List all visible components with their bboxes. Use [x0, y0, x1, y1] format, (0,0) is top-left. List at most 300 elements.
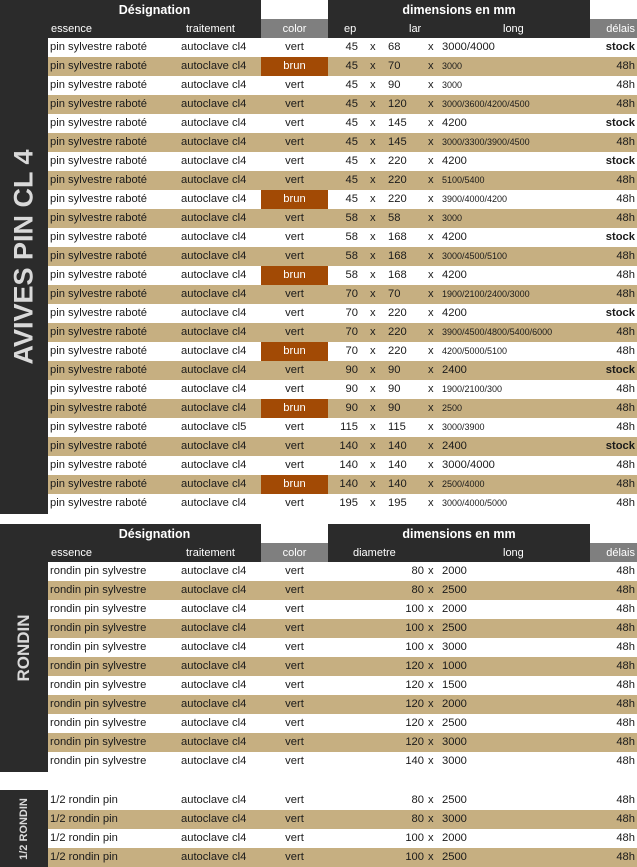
x-separator: x [428, 755, 434, 767]
ep-cell: 45 [345, 60, 358, 72]
table-row [48, 38, 637, 57]
x-separator: x [370, 212, 376, 224]
delai-cell: 48h [616, 603, 635, 615]
lar-cell: 195 [388, 497, 407, 509]
subheader-dims-avives [328, 19, 590, 38]
essence-cell: pin sylvestre raboté [50, 440, 148, 452]
x-separator: x [428, 60, 434, 72]
delai-cell: 48h [616, 421, 635, 433]
color-cell: vert [285, 497, 304, 509]
long-cell: 3000/3600/4200/4500 [442, 99, 530, 109]
traitement-cell: autoclave cl5 [181, 421, 247, 433]
x-separator: x [370, 459, 376, 471]
table-row [48, 57, 637, 76]
traitement-cell: autoclave cl4 [181, 641, 247, 653]
long-cell: 2000 [442, 603, 467, 615]
diametre-cell: 100 [405, 622, 424, 634]
long-cell: 2500 [442, 403, 463, 413]
traitement-cell: autoclave cl4 [181, 155, 247, 167]
table-row [48, 695, 637, 714]
ep-cell: 58 [345, 250, 358, 262]
long-cell: 5100/5400 [442, 175, 485, 185]
table-row [48, 228, 637, 247]
ep-cell: 140 [339, 440, 358, 452]
essence-cell: rondin pin sylvestre [50, 736, 147, 748]
color-cell: vert [285, 421, 304, 433]
delai-cell: 48h [616, 660, 635, 672]
long-cell: 2500 [442, 794, 467, 806]
traitement-cell: autoclave cl4 [181, 478, 247, 490]
x-separator: x [428, 117, 434, 129]
color-cell: vert [285, 136, 304, 148]
delais-col-header: délais [590, 19, 637, 38]
traitement-cell: autoclave cl4 [181, 345, 247, 357]
x-separator: x [370, 98, 376, 110]
x-separator: x [370, 155, 376, 167]
section-band-rondin [0, 524, 48, 772]
x-separator: x [370, 288, 376, 300]
long-cell: 3000/3900 [442, 422, 485, 432]
color-cell: vert [285, 231, 304, 243]
traitement-cell: autoclave cl4 [181, 212, 247, 224]
traitement-cell: autoclave cl4 [181, 326, 247, 338]
lar-cell: 220 [388, 174, 407, 186]
x-separator: x [428, 307, 434, 319]
essence-cell: 1/2 rondin pin [50, 794, 118, 806]
ep-cell: 195 [339, 497, 358, 509]
dimensions-header-rondin: dimensions en mm [328, 524, 590, 543]
x-separator: x [370, 231, 376, 243]
delai-cell: 48h [616, 478, 635, 490]
color-cell: brun [261, 475, 328, 494]
traitement-cell: autoclave cl4 [181, 79, 247, 91]
color-cell: brun [261, 399, 328, 418]
traitement-cell: autoclave cl4 [181, 698, 247, 710]
lar-cell: 140 [388, 459, 407, 471]
delai-cell: 48h [616, 641, 635, 653]
traitement-cell: autoclave cl4 [181, 755, 247, 767]
x-separator: x [428, 269, 434, 281]
diametre-cell: 80 [411, 565, 424, 577]
traitement-cell: autoclave cl4 [181, 459, 247, 471]
x-separator: x [370, 421, 376, 433]
x-separator: x [428, 421, 434, 433]
table-row [48, 361, 637, 380]
section-band-demi-rondin [0, 790, 48, 867]
table-row [48, 190, 637, 209]
long-cell: 4200 [442, 155, 467, 167]
table-row [48, 342, 637, 361]
x-separator: x [428, 136, 434, 148]
delai-cell: 48h [616, 755, 635, 767]
essence-cell: pin sylvestre raboté [50, 41, 148, 53]
long-cell: 2500 [442, 584, 467, 596]
x-separator: x [428, 717, 434, 729]
x-separator: x [428, 565, 434, 577]
x-separator: x [370, 60, 376, 72]
traitement-cell: autoclave cl4 [181, 794, 247, 806]
traitement-cell: autoclave cl4 [181, 813, 247, 825]
table-row [48, 437, 637, 456]
section-label-avives: AVIVES PIN CL 4 [8, 149, 39, 365]
essence-cell: pin sylvestre raboté [50, 98, 148, 110]
table-row [48, 581, 637, 600]
delai-cell: 48h [616, 679, 635, 691]
traitement-cell: autoclave cl4 [181, 497, 247, 509]
long-cell: 3000 [442, 61, 463, 71]
long-cell: 2000 [442, 832, 467, 844]
table-row [48, 285, 637, 304]
x-separator: x [370, 117, 376, 129]
traitement-cell: autoclave cl4 [181, 364, 247, 376]
delai-cell: 48h [616, 174, 635, 186]
long-cell: 2500 [442, 851, 467, 863]
essence-cell: pin sylvestre raboté [50, 307, 148, 319]
ep-cell: 70 [345, 307, 358, 319]
delai-cell: 48h [616, 60, 635, 72]
x-separator: x [370, 478, 376, 490]
essence-cell: pin sylvestre raboté [50, 288, 148, 300]
lar-cell: 68 [388, 41, 401, 53]
x-separator: x [428, 193, 434, 205]
traitement-cell: autoclave cl4 [181, 402, 247, 414]
x-separator: x [428, 79, 434, 91]
table-row [48, 209, 637, 228]
delai-cell: stock [605, 41, 635, 53]
long-cell: 3000 [442, 755, 467, 767]
delai-cell: 48h [616, 326, 635, 338]
diametre-cell: 120 [405, 660, 424, 672]
long-cell: 4200 [442, 269, 467, 281]
ep-cell: 90 [345, 383, 358, 395]
long-cell: 3000 [442, 736, 467, 748]
color-cell: brun [261, 190, 328, 209]
traitement-cell: autoclave cl4 [181, 383, 247, 395]
x-separator: x [370, 174, 376, 186]
delai-cell: 48h [616, 698, 635, 710]
table-row [48, 152, 637, 171]
diametre-cell: 140 [405, 755, 424, 767]
ep-cell: 70 [345, 326, 358, 338]
x-separator: x [428, 660, 434, 672]
color-cell: vert [285, 41, 304, 53]
delai-cell: 48h [616, 565, 635, 577]
diametre-cell: 100 [405, 832, 424, 844]
essence-cell: pin sylvestre raboté [50, 497, 148, 509]
essence-cell: pin sylvestre raboté [50, 60, 148, 72]
delai-cell: 48h [616, 269, 635, 281]
table-row [48, 810, 637, 829]
color-cell: vert [285, 565, 304, 577]
long-cell: 2500 [442, 717, 467, 729]
section-label-demi-rondin: 1/2 RONDIN [18, 797, 30, 860]
traitement-cell: autoclave cl4 [181, 736, 247, 748]
essence-cell: pin sylvestre raboté [50, 193, 148, 205]
color-cell: vert [285, 155, 304, 167]
traitement-cell: autoclave cl4 [181, 60, 247, 72]
x-separator: x [428, 813, 434, 825]
x-separator: x [370, 440, 376, 452]
dimensions-header: dimensions en mm [328, 0, 590, 19]
delai-cell: 48h [616, 497, 635, 509]
lar-cell: 220 [388, 326, 407, 338]
color-cell: vert [285, 584, 304, 596]
long-cell: 2500 [442, 622, 467, 634]
table-row [48, 848, 637, 867]
color-cell: vert [285, 212, 304, 224]
x-separator: x [370, 345, 376, 357]
traitement-cell: autoclave cl4 [181, 584, 247, 596]
x-separator: x [428, 679, 434, 691]
ep-cell: 45 [345, 79, 358, 91]
x-separator: x [370, 383, 376, 395]
ep-cell: 45 [345, 193, 358, 205]
essence-cell: rondin pin sylvestre [50, 622, 147, 634]
traitement-cell: autoclave cl4 [181, 832, 247, 844]
long-cell: 3000/4000 [442, 459, 495, 471]
delai-cell: 48h [616, 288, 635, 300]
table-row [48, 247, 637, 266]
lar-cell: 168 [388, 250, 407, 262]
essence-cell: rondin pin sylvestre [50, 698, 147, 710]
essence-cell: pin sylvestre raboté [50, 326, 148, 338]
x-separator: x [428, 155, 434, 167]
lar-cell: 220 [388, 193, 407, 205]
traitement-col-header: traitement [186, 22, 235, 35]
color-cell: vert [285, 117, 304, 129]
section-band-avives [0, 0, 48, 514]
lar-cell: 220 [388, 307, 407, 319]
color-cell: brun [261, 57, 328, 76]
color-cell: brun [261, 342, 328, 361]
diametre-cell: 80 [411, 794, 424, 806]
essence-cell: rondin pin sylvestre [50, 584, 147, 596]
table-row [48, 114, 637, 133]
essence-cell: pin sylvestre raboté [50, 421, 148, 433]
essence-cell: pin sylvestre raboté [50, 79, 148, 91]
color-cell: vert [285, 98, 304, 110]
x-separator: x [428, 851, 434, 863]
ep-cell: 45 [345, 117, 358, 129]
traitement-cell: autoclave cl4 [181, 851, 247, 863]
traitement-cell: autoclave cl4 [181, 288, 247, 300]
x-separator: x [428, 174, 434, 186]
traitement-cell: autoclave cl4 [181, 174, 247, 186]
table-row [48, 266, 637, 285]
essence-cell: rondin pin sylvestre [50, 755, 147, 767]
x-separator: x [428, 736, 434, 748]
lar-cell: 90 [388, 383, 401, 395]
delai-cell: 48h [616, 832, 635, 844]
lar-cell: 120 [388, 98, 407, 110]
color-cell: vert [285, 459, 304, 471]
color-cell: vert [285, 326, 304, 338]
table-row [48, 619, 637, 638]
x-separator: x [370, 136, 376, 148]
traitement-cell: autoclave cl4 [181, 41, 247, 53]
subheader-dims-rondin [328, 543, 590, 562]
delai-cell: 48h [616, 736, 635, 748]
x-separator: x [428, 794, 434, 806]
delai-cell: stock [605, 364, 635, 376]
x-separator: x [428, 212, 434, 224]
x-separator: x [428, 832, 434, 844]
table-row [48, 657, 637, 676]
diametre-cell: 100 [405, 603, 424, 615]
long-cell: 1900/2100/300 [442, 384, 503, 394]
color-cell: brun [261, 266, 328, 285]
table-row [48, 752, 637, 771]
color-cell: vert [285, 174, 304, 186]
table-row [48, 676, 637, 695]
color-cell: vert [285, 813, 304, 825]
x-separator: x [428, 698, 434, 710]
color-cell: vert [285, 79, 304, 91]
table-row [48, 418, 637, 437]
x-separator: x [428, 41, 434, 53]
x-separator: x [428, 459, 434, 471]
long-cell: 2400 [442, 364, 467, 376]
essence-cell: pin sylvestre raboté [50, 269, 148, 281]
x-separator: x [428, 402, 434, 414]
table-row [48, 133, 637, 152]
essence-cell: pin sylvestre raboté [50, 383, 148, 395]
x-separator: x [370, 402, 376, 414]
x-separator: x [370, 326, 376, 338]
traitement-cell: autoclave cl4 [181, 660, 247, 672]
lar-col-header: lar [409, 22, 422, 35]
long-cell: 3900/4500/4800/5400/6000 [442, 327, 553, 337]
long-cell: 1500 [442, 679, 467, 691]
traitement-cell: autoclave cl4 [181, 269, 247, 281]
essence-cell: pin sylvestre raboté [50, 402, 148, 414]
lar-cell: 168 [388, 269, 407, 281]
long-cell: 3000 [442, 641, 467, 653]
diametre-cell: 80 [411, 813, 424, 825]
lar-cell: 220 [388, 345, 407, 357]
traitement-cell: autoclave cl4 [181, 98, 247, 110]
long-cell: 3000/4000 [442, 41, 495, 53]
color-cell: vert [285, 250, 304, 262]
long-col-header: long [503, 22, 524, 35]
essence-cell: rondin pin sylvestre [50, 679, 147, 691]
long-cell: 1000 [442, 660, 467, 672]
table-row [48, 791, 637, 810]
table-row [48, 714, 637, 733]
ep-cell: 140 [339, 459, 358, 471]
essence-cell: rondin pin sylvestre [50, 717, 147, 729]
x-separator: x [428, 345, 434, 357]
color-cell: vert [285, 698, 304, 710]
delai-cell: 48h [616, 345, 635, 357]
x-separator: x [428, 622, 434, 634]
lar-cell: 140 [388, 478, 407, 490]
color-col-header: color [261, 19, 328, 38]
traitement-cell: autoclave cl4 [181, 136, 247, 148]
ep-cell: 140 [339, 478, 358, 490]
color-cell: vert [285, 660, 304, 672]
diametre-cell: 100 [405, 641, 424, 653]
long-cell: 2500/4000 [442, 479, 485, 489]
x-separator: x [428, 497, 434, 509]
x-separator: x [428, 250, 434, 262]
essence-cell: pin sylvestre raboté [50, 136, 148, 148]
table-row [48, 456, 637, 475]
table-row [48, 76, 637, 95]
essence-cell: pin sylvestre raboté [50, 117, 148, 129]
x-separator: x [428, 584, 434, 596]
color-cell: vert [285, 679, 304, 691]
delai-cell: 48h [616, 622, 635, 634]
color-cell: vert [285, 717, 304, 729]
color-cell: vert [285, 736, 304, 748]
color-cell: vert [285, 288, 304, 300]
delai-cell: 48h [616, 717, 635, 729]
delai-cell: 48h [616, 136, 635, 148]
delai-cell: 48h [616, 813, 635, 825]
table-row [48, 562, 637, 581]
ep-cell: 45 [345, 174, 358, 186]
essence-cell: pin sylvestre raboté [50, 459, 148, 471]
diametre-cell: 100 [405, 851, 424, 863]
delai-cell: 48h [616, 794, 635, 806]
delai-cell: 48h [616, 584, 635, 596]
delai-cell: 48h [616, 459, 635, 471]
essence-cell: rondin pin sylvestre [50, 565, 147, 577]
traitement-cell: autoclave cl4 [181, 679, 247, 691]
long-cell: 2400 [442, 440, 467, 452]
long-cell: 3900/4000/4200 [442, 194, 508, 204]
long-cell: 2000 [442, 565, 467, 577]
x-separator: x [428, 478, 434, 490]
ep-cell: 58 [345, 269, 358, 281]
delai-cell: 48h [616, 98, 635, 110]
ep-cell: 45 [345, 136, 358, 148]
x-separator: x [370, 250, 376, 262]
x-separator: x [370, 269, 376, 281]
delai-cell: 48h [616, 193, 635, 205]
section-label-rondin: RONDIN [14, 614, 33, 682]
diametre-cell: 120 [405, 717, 424, 729]
delai-cell: 48h [616, 79, 635, 91]
lar-cell: 168 [388, 231, 407, 243]
long-cell: 3000/3300/3900/4500 [442, 137, 530, 147]
lar-cell: 90 [388, 79, 401, 91]
long-cell: 4200 [442, 231, 467, 243]
diametre-cell: 120 [405, 698, 424, 710]
lar-cell: 145 [388, 117, 407, 129]
long-cell: 3000 [442, 813, 467, 825]
x-separator: x [370, 193, 376, 205]
ep-cell: 58 [345, 231, 358, 243]
color-cell: vert [285, 851, 304, 863]
long-cell: 4200/5000/5100 [442, 346, 508, 356]
delai-cell: stock [605, 307, 635, 319]
long-cell: 2000 [442, 698, 467, 710]
traitement-cell: autoclave cl4 [181, 117, 247, 129]
traitement-cell: autoclave cl4 [181, 307, 247, 319]
essence-cell: rondin pin sylvestre [50, 641, 147, 653]
traitement-cell: autoclave cl4 [181, 565, 247, 577]
x-separator: x [428, 98, 434, 110]
color-cell: vert [285, 641, 304, 653]
x-separator: x [370, 307, 376, 319]
delai-cell: 48h [616, 212, 635, 224]
table-row [48, 494, 637, 513]
color-cell: vert [285, 364, 304, 376]
lar-cell: 90 [388, 364, 401, 376]
x-separator: x [428, 440, 434, 452]
